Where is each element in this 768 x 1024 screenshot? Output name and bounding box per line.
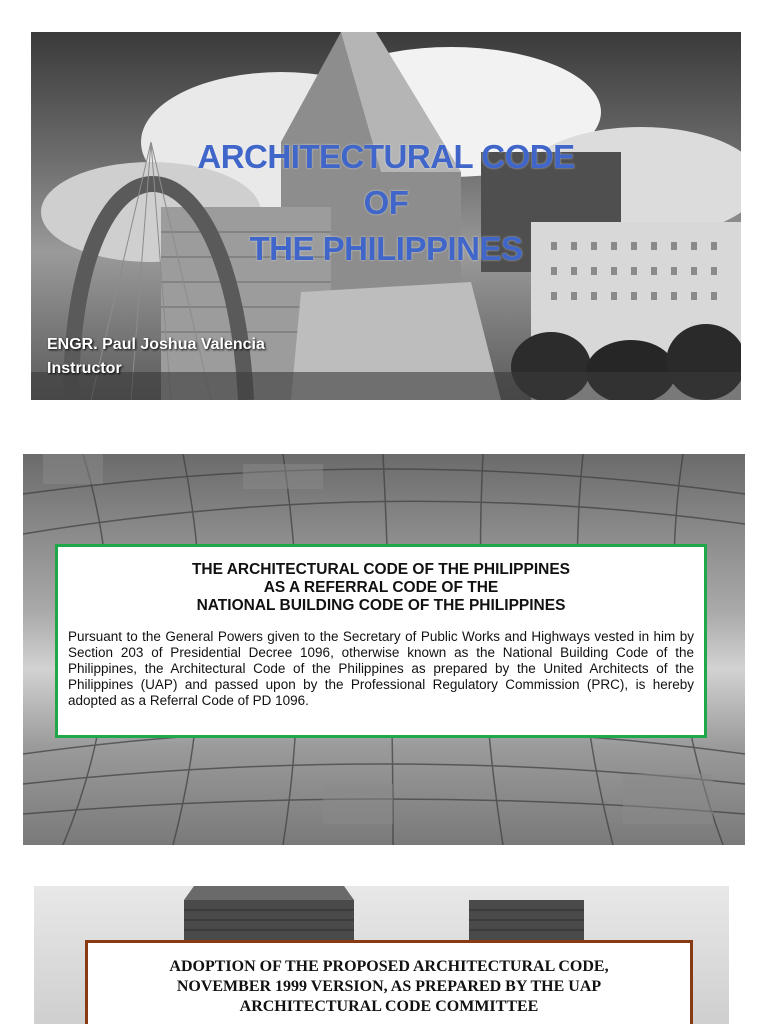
author-role: Instructor — [47, 360, 122, 377]
referral-code-heading — [68, 561, 694, 615]
referral-code-paragraph: Pursuant to the General Powers given to the Secretary of Public Works and Highways vested in him by Section 203 of Presidential Decree 1096, otherwise known as the National Building Code of the Philippines, the Architectural Code of the Philippines as prepared by the United Architects of the Philippines (UAP) and passed upon by the Professional Regulatory Commission (PRC), is hereby adopted as a Referral Code of PD 1096. — [68, 629, 694, 708]
title-line-2: OF — [363, 184, 409, 221]
referral-code-slide — [23, 454, 745, 845]
title-line-3: THE PHILIPPINES — [249, 230, 523, 267]
adoption-textbox — [85, 940, 693, 1024]
adoption-slide — [34, 886, 729, 1024]
title-line-1: ARCHITECTURAL CODE — [197, 138, 575, 175]
heading-line-3: NATIONAL BUILDING CODE OF THE PHILIPPINES — [196, 597, 566, 614]
adoption-line-1: ADOPTION OF THE PROPOSED ARCHITECTURAL CODE, — [169, 958, 609, 975]
adoption-line-3: ARCHITECTURAL CODE COMMITTEE — [239, 998, 539, 1015]
adoption-line-2: NOVEMBER 1999 VERSION, AS PREPARED BY THE UAP — [176, 978, 602, 995]
slide-title — [111, 134, 661, 272]
author-block — [47, 333, 265, 381]
heading-line-1: THE ARCHITECTURAL CODE OF THE PHILIPPINES — [191, 561, 571, 578]
referral-code-textbox — [55, 544, 707, 738]
author-name: ENGR. Paul Joshua Valencia — [47, 336, 265, 353]
title-slide — [31, 32, 741, 400]
heading-line-2: AS A REFERRAL CODE OF THE — [263, 579, 499, 596]
